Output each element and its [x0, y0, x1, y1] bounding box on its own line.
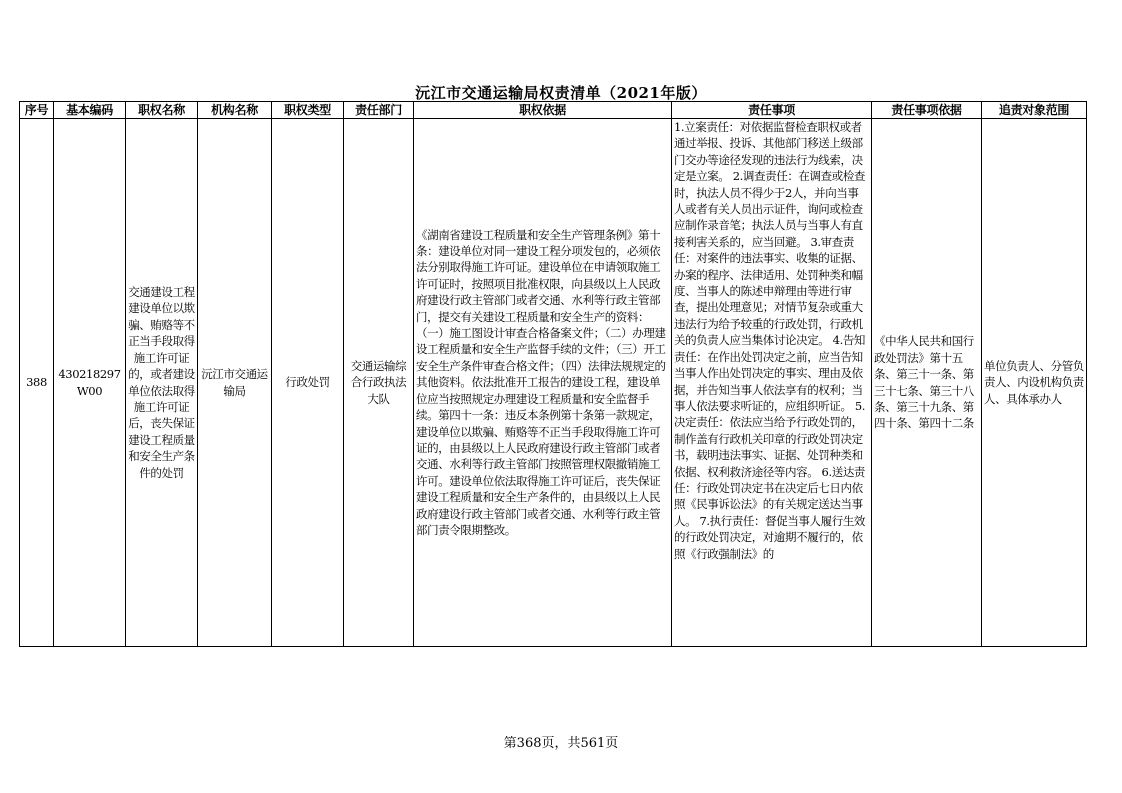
cell-power-type: 行政处罚: [272, 119, 344, 647]
cell-basis: 《湖南省建设工程质量和安全生产管理条例》第十条：建设单位对同一建设工程分项发包的，必须依法分别取得施工许可证。建设单位在申请领取施工许可证时，按照项目批准权限，向县级以上人民政府建设行政主管部门或者交通、水利等行政主管部门，提交有关建设工程质量和安全生产的资料：（一）施工图设计审查合格备案文件；（二）办理建设工程质量和安全生产监督手续的文件；（三）开工安全生产条件审查合格文件；（四）法律法规规定的其他资料。依法批准开工报告的建设工程，建设单位应当按照规定办理建设工程质量和安全监督手续。第四十一条：违反本条例第十条第一款规定，建设单位以欺骗、贿赂等不正当手段取得施工许可证的，由县级以上人民政府建设行政主管部门或者交通、水利等行政主管部门按照管理权限撤销施工许可。建设单位依法取得施工许可证后，丧失保证建设工程质量和安全生产条件的，由县级以上人民政府建设行政主管部门或者交通、水利等行政主管部门责令限期整改。: [414, 119, 672, 647]
responsibility-table: [19, 101, 1087, 647]
cell-power-name: 交通建设工程建设单位以欺骗、贿赂等不正当手段取得施工许可证的，或者建设单位依法取得施工许可证后，丧失保证建设工程质量和安全生产条件的处罚: [126, 119, 198, 647]
cell-code: 430218297W00: [54, 119, 126, 647]
cell-seq: 388: [20, 119, 54, 647]
page-footer: 第368页，共561页: [503, 736, 619, 751]
cell-dept: 交通运输综合行政执法大队: [344, 119, 414, 647]
header-seq: 序号: [20, 102, 54, 119]
header-duties: 责任事项: [672, 102, 872, 119]
table-row: [20, 119, 1087, 647]
header-dept: 责任部门: [344, 102, 414, 119]
cell-duties-text: 1.立案责任：对依据监督检查职权或者通过举报、投诉、其他部门移送上级部门交办等途径发现的违法行为线索，决定是立案。 2.调查责任：在调查或检查时，执法人员不得少于2人，并向当事人或者有关人员出示证件，询问或检查应制作录音笔；执法人员与当事人有直接利害关系的，应当回避。 3.审查责任：对案件的违法事实、收集的证据、办案的程序、法律适用、处罚种类和幅度、当事人的陈述申辩理由等进行审查，提出处理意见；对情节复杂或重大违法行为给予较重的行政处罚，行政机关的负责人应当集体讨论决定。 4.告知责任：在作出处罚决定之前，应当告知当事人作出处罚决定的事实、理由及依据，并告知当事人依法享有的权利；当事人依法要求听证的，应组织听证。 5.决定责任：依法应当给予行政处罚的，制作盖有行政机关印章的行政处罚决定书，载明违法事实、证据、处罚种类和依据、权利救济途径等内容。 6.送达责任：行政处罚决定书在决定后七日内依照《民事诉讼法》的有关规定送达当事人。 7.执行责任：督促当事人履行生效的行政处罚决定，对逾期不履行的，依照《行政强制法》的: [674, 120, 866, 561]
cell-org-name: 沅江市交通运输局: [198, 119, 272, 647]
header-org-name: 机构名称: [198, 102, 272, 119]
table-header-row: [20, 102, 1087, 119]
header-power-name: 职权名称: [126, 102, 198, 119]
cell-duty-basis: 《中华人民共和国行政处罚法》第十五条、第三十一条、第三十七条、第三十八条、第三十九条、第四十条、第四十二条: [872, 119, 982, 647]
header-code: 基本编码: [54, 102, 126, 119]
header-power-type: 职权类型: [272, 102, 344, 119]
document-title: 沅江市交通运输局权责清单（2021年版）: [415, 84, 707, 102]
header-duty-basis: 责任事项依据: [872, 102, 982, 119]
header-accountability: 追责对象范围: [982, 102, 1087, 119]
header-basis: 职权依据: [414, 102, 672, 119]
cell-duties: [672, 119, 872, 647]
cell-accountability: 单位负责人、分管负责人、内设机构负责人、具体承办人: [982, 119, 1087, 647]
